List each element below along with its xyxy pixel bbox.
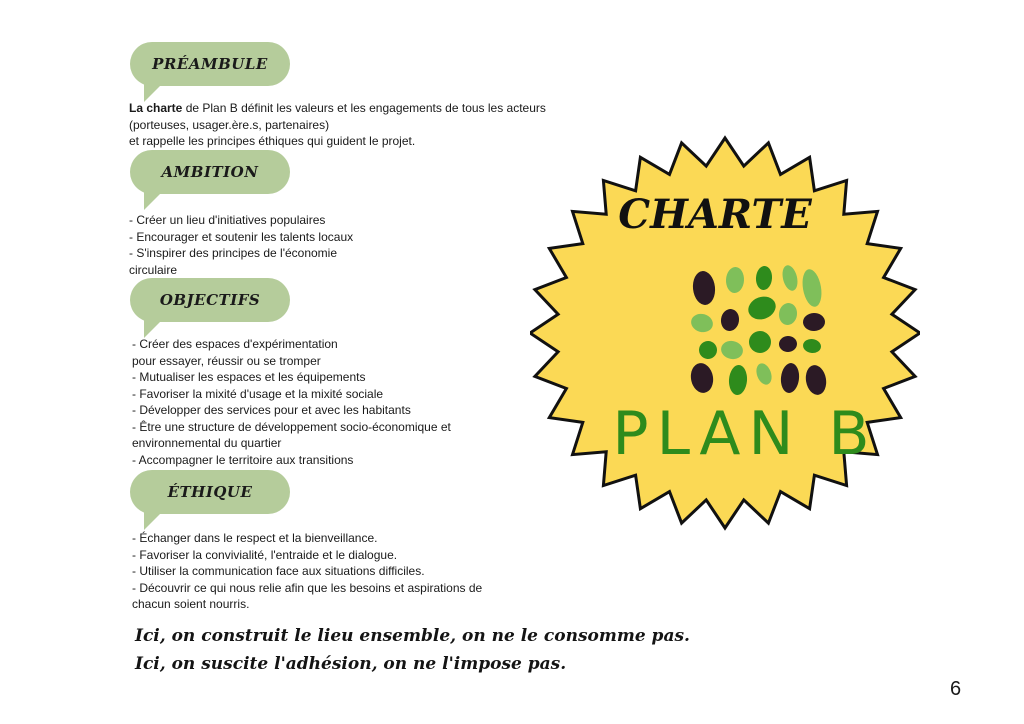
logo-paint-mark xyxy=(749,331,771,353)
ethique-list xyxy=(132,530,482,613)
objectifs-heading: OBJECTIFS xyxy=(159,291,261,309)
list-item: - Mutualiser les espaces et les équipements xyxy=(132,370,366,384)
list-item: - S'inspirer des principes de l'économie xyxy=(129,246,338,260)
preambule-lead xyxy=(129,100,546,117)
objectifs-list xyxy=(132,336,451,468)
ambition-list xyxy=(129,212,353,278)
list-item: - Favoriser la mixité d'usage et la mixité sociale xyxy=(132,386,384,401)
bubble-tail xyxy=(144,512,162,530)
bubble-tail xyxy=(144,192,162,210)
preambule-lead-rest: de Plan B définit les valeurs et les engagements de tous les acteurs xyxy=(182,101,546,115)
preambule-heading: PRÉAMBULE xyxy=(152,55,268,73)
list-item: - Utiliser la communication face aux situations difficiles. xyxy=(132,564,425,578)
list-item: chacun soient nourris. xyxy=(132,597,250,611)
ambition-heading: AMBITION xyxy=(161,163,259,181)
list-item: - Échanger dans le respect et la bienveillance. xyxy=(132,531,378,545)
preambule-line: (porteuses, usager.ère.s, partenaires) xyxy=(129,117,330,132)
list-item: - Développer des services pour et avec les habitants xyxy=(132,403,411,417)
list-item: pour essayer, réussir ou se tromper xyxy=(132,353,321,368)
badge-title: CHARTE xyxy=(618,191,812,238)
list-item: - Accompagner le territoire aux transitions xyxy=(132,452,354,467)
objectifs-heading-bubble xyxy=(130,278,290,322)
ambition-heading-bubble xyxy=(130,150,290,194)
preambule-text xyxy=(129,100,546,150)
page-number: 6 xyxy=(950,678,962,700)
list-item: circulaire xyxy=(129,262,178,277)
list-item: - Créer un lieu d'initiatives populaires xyxy=(129,213,326,227)
preambule-lead-bold: La charte xyxy=(129,101,183,115)
list-item: - Découvrir ce qui nous relie afin que les besoins et aspirations de xyxy=(132,580,483,595)
motto-line-1: Ici, on construit le lieu ensemble, on ne le consomme pas. xyxy=(135,626,690,646)
list-item: environnemental du quartier xyxy=(132,436,282,450)
list-item: - Encourager et soutenir les talents locaux xyxy=(129,229,354,244)
list-item: - Être une structure de développement socio-économique et xyxy=(132,419,451,434)
preambule-line: et rappelle les principes éthiques qui guident le projet. xyxy=(129,134,416,148)
list-item: - Créer des espaces d'expérimentation xyxy=(132,337,338,351)
preambule-heading-bubble xyxy=(130,42,290,86)
motto-line-2: Ici, on suscite l'adhésion, on ne l'impose pas. xyxy=(135,654,567,674)
plan-b-logo-text: PLAN B xyxy=(612,399,878,469)
charte-badge xyxy=(530,128,920,538)
list-item: - Favoriser la convivialité, l'entraide et le dialogue. xyxy=(132,547,398,562)
ethique-heading-bubble xyxy=(130,470,290,514)
ethique-heading: ÉTHIQUE xyxy=(167,483,253,501)
